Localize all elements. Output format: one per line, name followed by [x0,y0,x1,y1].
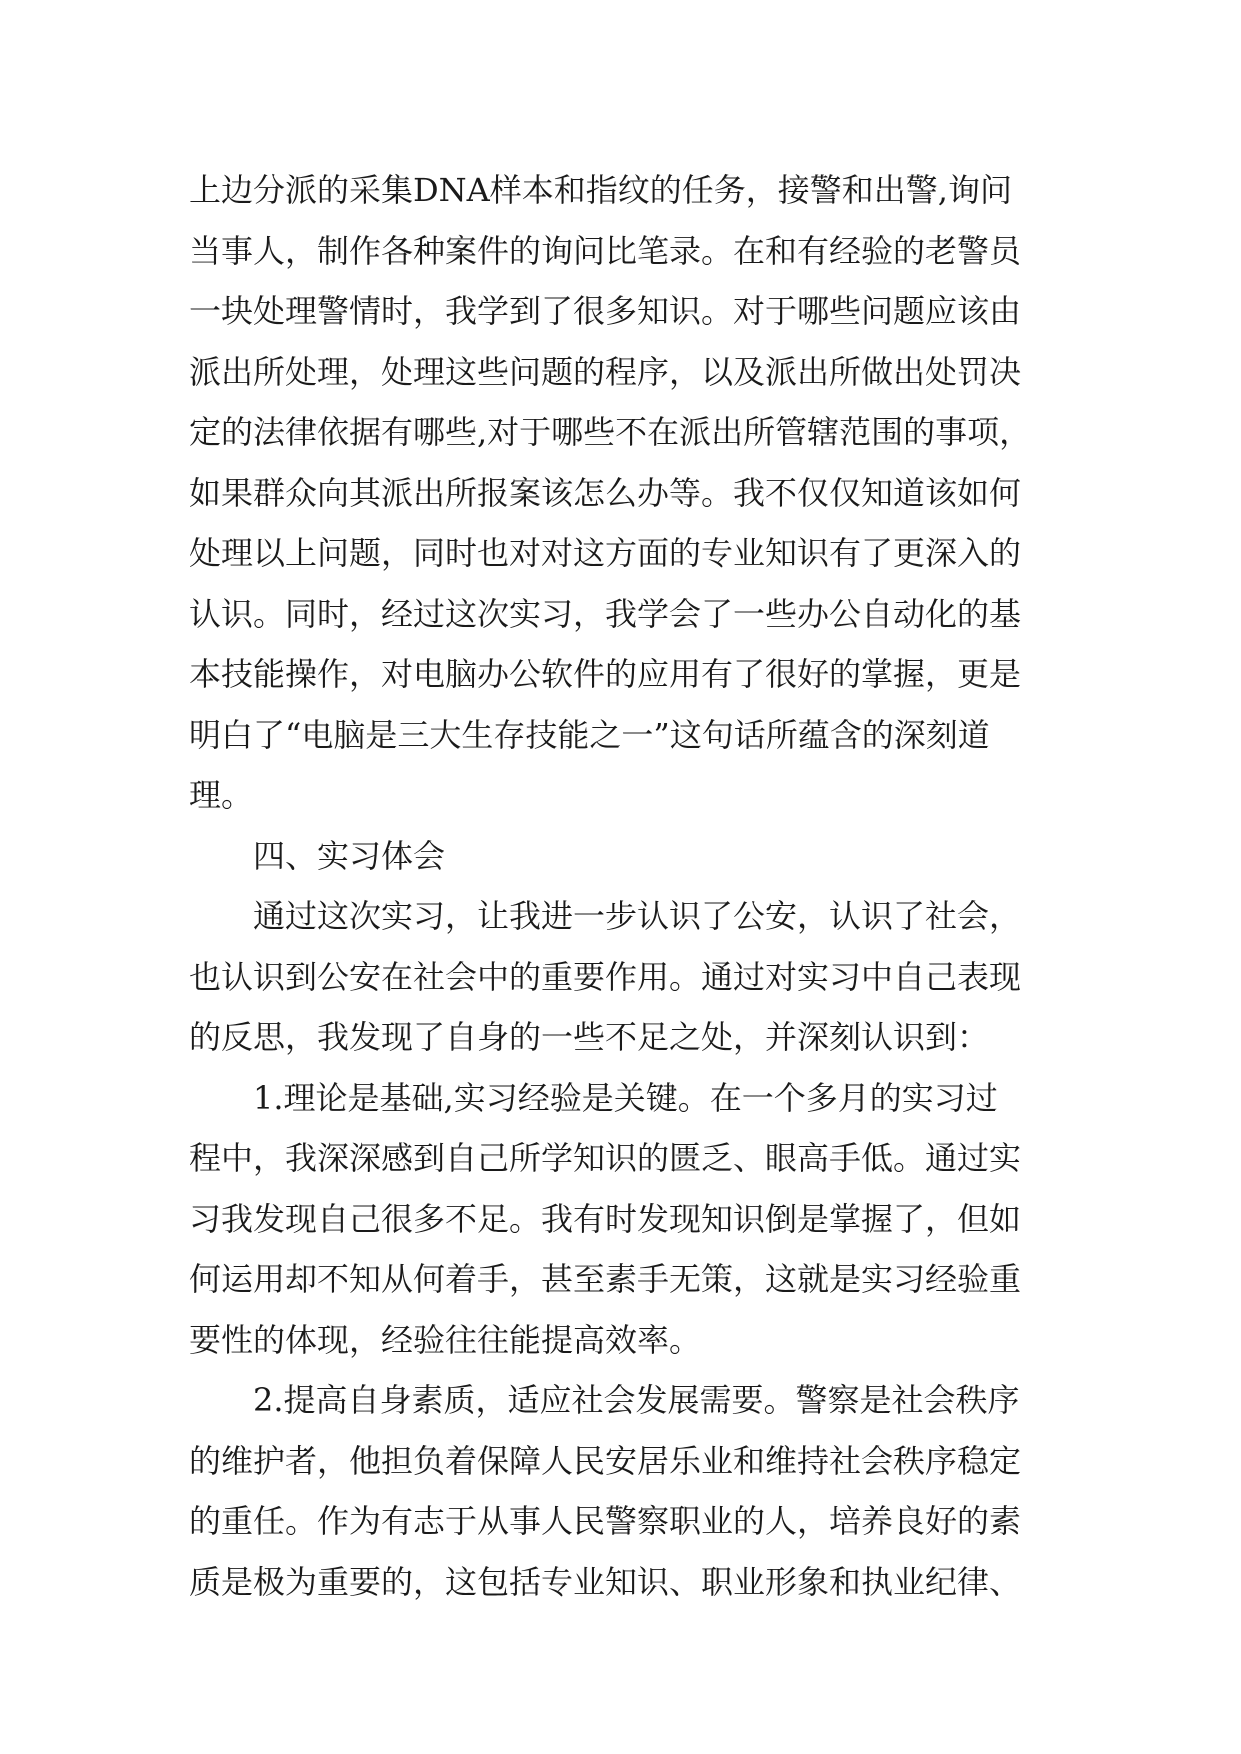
document-body [189,160,1059,1612]
text-line: 四、实习体会 [253,836,446,875]
text-line: 也认识到公安在社会中的重要作用。通过对实习中自己表现 [189,957,1022,996]
text-line: 何运用却不知从何着手，甚至素手无策，这就是实习经验重 [189,1260,1022,1298]
text-line: 的反思，我发现了自身的一些不足之处，并深刻认识到： [189,1018,990,1056]
text-line: 上边分派的采集DNA样本和指纹的任务，接警和出警,询问 [189,171,1012,209]
text-line: 习我发现自己很多不足。我有时发现知识倒是掌握了，但如 [189,1199,1022,1238]
text-line: 当事人，制作各种案件的询问比笔录。在和有经验的老警员 [189,231,1022,270]
text-line: 1.理论是基础,实习经验是关键。在一个多月的实习过 [253,1078,998,1117]
text-line: 认识。同时，经过这次实习，我学会了一些办公自动化的基 [189,594,1022,633]
text-line: 理。 [189,776,254,814]
text-line: 的重任。作为有志于从事人民警察职业的人，培养良好的素 [189,1502,1022,1540]
text-line: 的维护者，他担负着保障人民安居乐业和维持社会秩序稳定 [189,1441,1022,1480]
text-line: 明白了“电脑是三大生存技能之一”这句话所蕴含的深刻道 [189,715,990,754]
text-line: 要性的体现，经验往往能提高效率。 [189,1320,702,1359]
text-line: 通过这次实习，让我进一步认识了公安，认识了社会， [253,897,1022,935]
text-line: 处理以上问题，同时也对对这方面的专业知识有了更深入的 [189,534,1022,572]
text-line: 程中，我深深感到自己所学知识的匮乏、眼高手低。通过实 [189,1139,1022,1177]
text-line: 定的法律依据有哪些,对于哪些不在派出所管辖范围的事项， [189,413,1032,451]
text-line: 2.提高自身素质，适应社会发展需要。警察是社会秩序 [253,1381,1020,1419]
text-line: 质是极为重要的，这包括专业知识、职业形象和执业纪律、 [189,1562,1022,1601]
text-line: 如果群众向其派出所报案该怎么办等。我不仅仅知道该如何 [189,473,1022,512]
text-line: 一块处理警情时，我学到了很多知识。对于哪些问题应该由 [189,292,1022,330]
text-line: 派出所处理，处理这些问题的程序，以及派出所做出处罚决 [189,352,1022,391]
text-line: 本技能操作，对电脑办公软件的应用有了很好的掌握，更是 [189,655,1022,693]
